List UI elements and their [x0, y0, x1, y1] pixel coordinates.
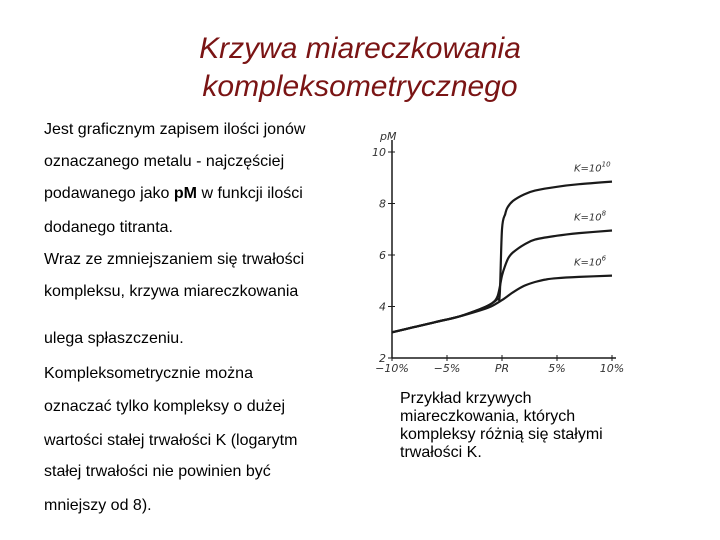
x-tick-label: −5%	[433, 362, 461, 375]
title-line-1: Krzywa miareczkowania	[199, 32, 521, 65]
y-tick-label: 6	[379, 249, 386, 262]
y-tick-label: 8	[379, 197, 386, 211]
title-line-2: kompleksometrycznego	[202, 70, 518, 103]
x-tick-label: −10%	[375, 362, 409, 375]
text-fragment: w funkcji ilości	[201, 185, 303, 202]
y-axis-label: pM	[380, 130, 397, 143]
text-line: mniejszy od 8).	[44, 497, 152, 514]
text-line: stałej trwałości nie powinien być	[44, 463, 271, 480]
series-line	[392, 276, 612, 333]
text-line: Jest graficznym zapisem ilości jonów	[44, 121, 306, 138]
series-label: $K=10^6$	[574, 254, 607, 269]
text-fragment: podawanego jako	[44, 185, 170, 202]
text-line: Wraz ze zmniejszaniem się trwałości	[44, 251, 305, 268]
text-line: wartości stałej trwałości K (logarytm	[44, 432, 298, 449]
y-tick-label: 10	[372, 146, 386, 159]
x-tick-label: 10%	[599, 362, 625, 375]
series-label: $K=10^8$	[574, 209, 607, 224]
figure-caption: Przykład krzywych miareczkowania, których kompleksy różnią się stałymi trwałości K.	[400, 390, 603, 461]
x-tick-label: 5%	[548, 362, 566, 375]
text-line: kompleksu, krzywa miareczkowania	[44, 283, 299, 300]
text-line: ulega spłaszczeniu.	[44, 330, 184, 347]
series-label: $K=10^{10}$	[574, 160, 611, 175]
text-line: oznaczanego metalu - najczęściej	[44, 153, 285, 170]
y-tick-label: 4	[379, 300, 386, 314]
y-tick-label: 2	[379, 352, 386, 365]
text-line: dodanego titranta.	[44, 219, 173, 236]
text-line: Kompleksometrycznie można	[44, 365, 253, 382]
x-tick-label: PR	[494, 362, 510, 375]
text-line: oznaczać tylko kompleksy o dużej	[44, 398, 285, 415]
pm-term: pM	[173, 185, 197, 202]
